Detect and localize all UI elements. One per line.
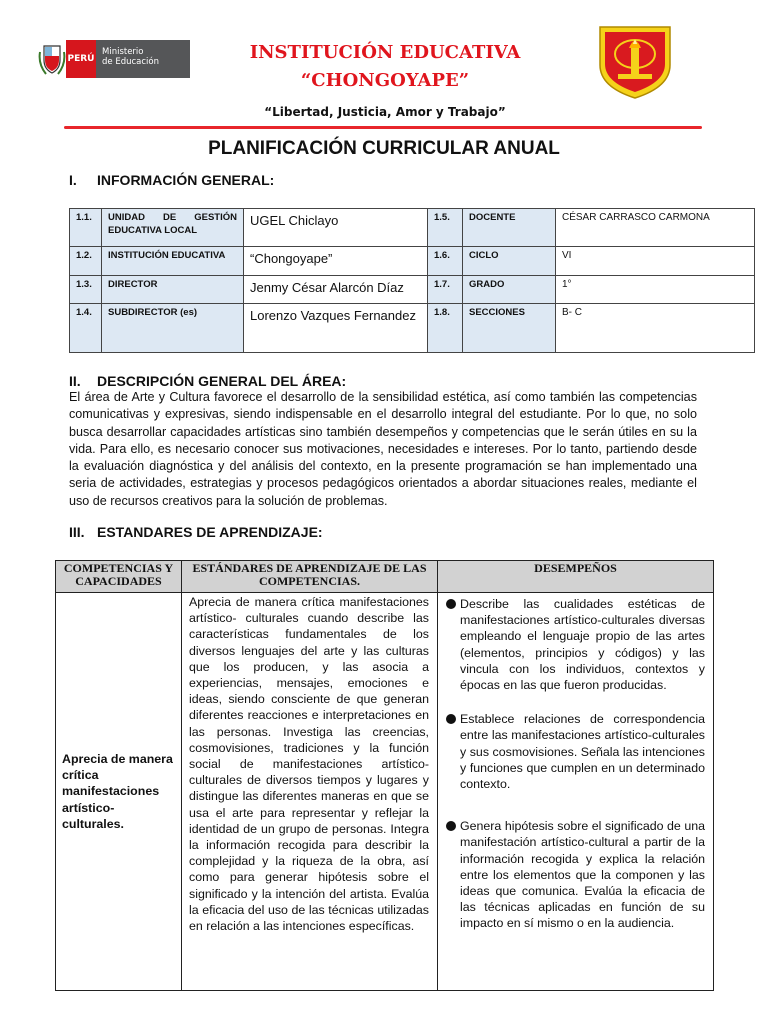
section-3-number: III. [69, 524, 85, 540]
row-value: 1° [556, 276, 755, 304]
performances-cell [438, 593, 714, 991]
row-number: 1.2. [70, 247, 102, 276]
row-label: DIRECTOR [102, 276, 244, 304]
performance-text: Establece relaciones de correspondencia entre las manifestaciones artístico-culturales y sus cosmovisiones. Señala las intenciones y funciones que cumplen en un determinado contexto. [460, 712, 705, 792]
section-1-number: I. [69, 172, 77, 188]
row-number: 1.6. [428, 247, 463, 276]
ministry-line-1: Ministerio [102, 47, 144, 57]
institution-name: “CHONGOYAPE” [300, 70, 470, 91]
row-label: CICLO [463, 247, 556, 276]
info-row [70, 247, 755, 276]
peru-coat-of-arms-icon [38, 40, 66, 78]
bullet-icon [446, 821, 456, 831]
column-header-standards: ESTÁNDARES DE APRENDIZAJE DE LAS COMPETENCIAS. [182, 561, 438, 593]
performance-text: Genera hipótesis sobre el significado de una manifestación artístico-cultural a partir de la información recogida y explica la relación entre los elementos que la componen y las ideas que comunica. Evalúa la eficacia de las técnicas aplicadas en función de su impacto en sí mismo o en la audiencia. [460, 819, 705, 931]
row-value: B- C [556, 304, 755, 353]
standards-table [55, 560, 714, 991]
section-2-number: II. [69, 373, 81, 389]
section-1-title: INFORMACIÓN GENERAL: [97, 172, 275, 188]
school-shield-icon [596, 24, 674, 100]
section-3-heading [69, 524, 323, 540]
competence-cell: Aprecia de manera crítica manifestaciones artístico-culturales. [56, 593, 182, 991]
section-2-heading [69, 373, 346, 389]
row-label: INSTITUCIÓN EDUCATIVA [102, 247, 244, 276]
header-divider [64, 126, 702, 129]
row-number: 1.3. [70, 276, 102, 304]
peru-label: PERÚ [66, 40, 96, 78]
row-value: Lorenzo Vazques Fernandez [244, 304, 428, 353]
row-number: 1.8. [428, 304, 463, 353]
row-label: SECCIONES [463, 304, 556, 353]
row-number: 1.1. [70, 209, 102, 247]
standards-row [56, 593, 714, 991]
row-value: CÉSAR CARRASCO CARMONA [556, 209, 755, 247]
row-label: DOCENTE [463, 209, 556, 247]
bullet-icon [446, 714, 456, 724]
row-value: “Chongoyape” [244, 247, 428, 276]
peru-ministry-logo [38, 40, 190, 78]
row-value: Jenmy César Alarcón Díaz [244, 276, 428, 304]
performance-item [446, 596, 705, 693]
column-header-competencies: COMPETENCIAS Y CAPACIDADES [56, 561, 182, 593]
column-header-performances: DESEMPEÑOS [438, 561, 714, 593]
school-motto: “Libertad, Justicia, Amor y Trabajo” [264, 105, 506, 119]
ministry-line-2: de Educación [102, 57, 159, 67]
row-value: VI [556, 247, 755, 276]
info-row [70, 209, 755, 247]
bullet-icon [446, 599, 456, 609]
section-1-heading [69, 172, 274, 188]
row-label: GRADO [463, 276, 556, 304]
row-number: 1.7. [428, 276, 463, 304]
performance-item [446, 818, 705, 931]
section-2-title: DESCRIPCIÓN GENERAL DEL ÁREA: [97, 373, 347, 389]
row-value: UGEL Chiclayo [244, 209, 428, 247]
area-description: El área de Arte y Cultura favorece el desarrollo de la sensibilidad estética, así como también las competencias comunicativas y expresivas, siendo indispensable en el desarrollo integral del estudiante. Por lo que, no solo busca desarrollar capacidades artísticas sino también desempeños y competencias que le serán útiles en su la vida. Para ello, es necesario conocer sus motivaciones, necesidades e intereses. Por lo tanto, partiendo desde la evaluación diagnóstica y del análisis del contexto, en la presente programación se han implementado una seria de actividades, estrategias y procesos pedagógicos orientados a abordar situaciones reales, mediante el uso de recursos creativos para la solución de problemas. [69, 390, 697, 508]
standard-cell: Aprecia de manera crítica manifestaciones artístico- culturales cuando describe las características fundamentales de los diversos lenguajes del arte y las culturas que los producen, y las asocia a experiencias, mensajes, emociones e ideas, siendo consciente de que generan diferentes reacciones e interpretaciones en las personas. Investiga las creencias, cosmovisiones, tradiciones y la función social de manifestaciones artístico-culturales de diversos tiempos y lugares y distingue las diferentes maneras en que se usa el arte para representar y reflejar la identidad de un grupo de personas. Integra la información recogida para describir la complejidad y la riqueza de la obra, así como para generar hipótesis sobre el significado y la intención del artista. Evalúa la eficacia del uso de las técnicas utilizadas en relación a las intenciones específicas. [182, 593, 438, 991]
row-label: SUBDIRECTOR (es) [102, 304, 244, 353]
ministry-label [96, 40, 190, 78]
row-label: UNIDAD DE GESTIÓN EDUCATIVA LOCAL [102, 209, 244, 247]
performance-item [446, 711, 705, 792]
page-title: PLANIFICACIÓN CURRICULAR ANUAL [208, 138, 560, 159]
institution-title: INSTITUCIÓN EDUCATIVA [249, 42, 521, 63]
general-info-table [69, 208, 755, 353]
row-number: 1.4. [70, 304, 102, 353]
performance-text: Describe las cualidades estéticas de manifestaciones artístico-culturales diversas empleando el lenguaje propio de las artes (elementos, principios y códigos) y las vincula con los individuos, contextos y épocas en las que fueron producidas. [460, 597, 705, 693]
info-row [70, 304, 755, 353]
row-number: 1.5. [428, 209, 463, 247]
info-row [70, 276, 755, 304]
section-3-title: ESTANDARES DE APRENDIZAJE: [97, 524, 323, 540]
standards-header-row [56, 561, 714, 593]
